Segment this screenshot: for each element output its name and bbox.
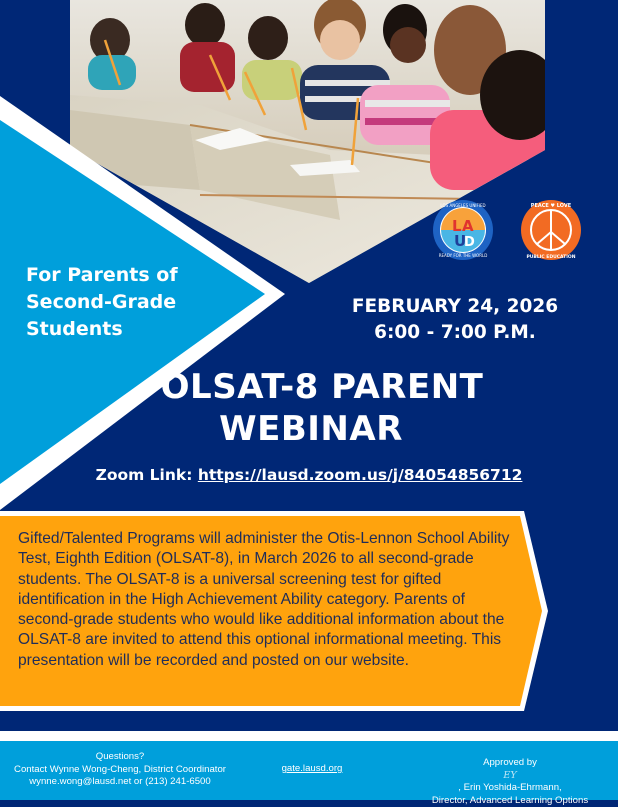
svg-text:PUBLIC EDUCATION: PUBLIC EDUCATION bbox=[526, 254, 575, 260]
footer-questions: Questions? bbox=[0, 751, 240, 764]
svg-text:D: D bbox=[464, 235, 475, 250]
event-date: FEBRUARY 24, 2026 bbox=[340, 294, 570, 320]
audience-subtitle bbox=[26, 262, 266, 343]
footer-contact bbox=[0, 751, 240, 789]
signature: EY bbox=[410, 770, 610, 783]
zoom-link-label: Zoom Link: bbox=[96, 466, 193, 484]
svg-text:A: A bbox=[462, 217, 474, 235]
zoom-link[interactable]: https://lausd.zoom.us/j/84054856712 bbox=[198, 466, 523, 484]
peace-love-logo bbox=[520, 199, 582, 261]
footer-contact-name: Contact Wynne Wong-Cheng, District Coordinator bbox=[0, 764, 240, 777]
event-time: 6:00 - 7:00 P.M. bbox=[340, 320, 570, 346]
lausd-logo bbox=[432, 199, 494, 261]
footer bbox=[0, 741, 618, 800]
zoom-link-row bbox=[0, 464, 618, 486]
svg-text:PEACE ♥ LOVE: PEACE ♥ LOVE bbox=[531, 203, 572, 209]
website-link[interactable]: gate.lausd.org bbox=[282, 763, 343, 774]
event-description: Gifted/Talented Programs will administer the Otis-Lennon School Ability Test, Eighth Edition (OLSAT-8), in March 2026 to all second-grade students. The OLSAT-8 is a universal screening test for gifted identification in the High Achievement Ability category. Parents of second-grade students who would like additional information about the OLSAT-8 are invited to attend this optional informational meeting. This presentation will be recorded and posted on our website. bbox=[18, 529, 518, 671]
title-line-2: WEBINAR bbox=[0, 408, 618, 450]
approval-line-1: Approved by EY , Erin Yoshida-Ehrmann, bbox=[410, 757, 610, 795]
subtitle-line-3: Students bbox=[26, 316, 266, 343]
event-title bbox=[0, 366, 618, 450]
title-line-1: OLSAT-8 PARENT bbox=[0, 366, 618, 408]
subtitle-line-2: Second-Grade bbox=[26, 289, 266, 316]
event-datetime bbox=[340, 294, 570, 346]
svg-text:U: U bbox=[454, 232, 466, 250]
footer-website bbox=[262, 763, 362, 776]
logos bbox=[432, 199, 602, 263]
approval-title: Director, Advanced Learning Options bbox=[410, 795, 610, 807]
svg-text:L: L bbox=[452, 217, 462, 235]
svg-text:READY FOR THE WORLD: READY FOR THE WORLD bbox=[439, 253, 488, 258]
subtitle-line-1: For Parents of bbox=[26, 262, 266, 289]
footer-contact-info[interactable]: wynne.wong@lausd.net or (213) 241-6500 bbox=[0, 776, 240, 789]
svg-text:LOS ANGELES UNIFIED: LOS ANGELES UNIFIED bbox=[440, 203, 485, 208]
